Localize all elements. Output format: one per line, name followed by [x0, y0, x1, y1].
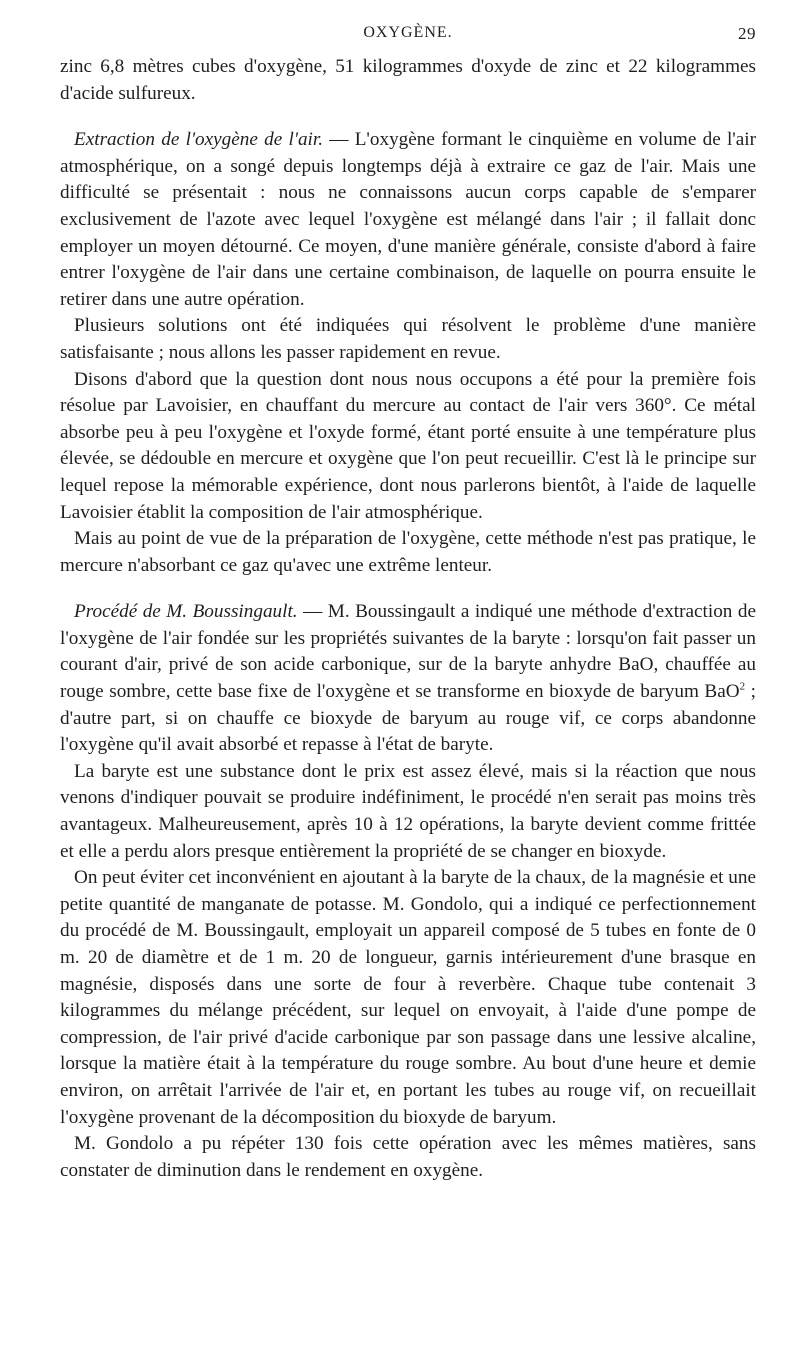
paragraph-lavoisier: [60, 367, 756, 527]
paragraph-text: — M. Boussingault a indiqué une méthode d'extraction de l'oxygène de l'air fondée sur les propriétés suivantes de la baryte : lorsqu'on fait passer un courant d'air, privé de son acide carbonique, sur de la baryte anhydre BaO, chauffée au rouge sombre, cette base fixe de l'oxygène et se transforme en bioxyde de baryum BaO: [60, 601, 756, 703]
page-number: 29: [738, 24, 756, 43]
formula-superscript: 2: [739, 680, 746, 693]
paragraph-boussingault: [60, 599, 756, 759]
paragraph-text: Disons d'abord que la question dont nous nous occupons a été pour la première fois résolue par Lavoisier, en chauffant du mercure au contact de l'air vers 360°. Ce métal absorbe peu à peu l'oxygène et l'oxyde formé, étant porté ensuite à une température plus élevée, se dédouble en mercure et oxygène que l'on peut recueillir. C'est là le principe sur lequel repose la mémorable expérience, dont nous parlerons bientôt, à l'aide de laquelle Lavoisier établit la composition de l'air atmosphérique.: [60, 368, 756, 523]
paragraph-text: Mais au point de vue de la préparation de l'oxygène, cette méthode n'est pas pratique, le mercure n'absorbant ce gaz qu'avec une extrême lenteur.: [60, 528, 756, 576]
paragraph-solutions: [60, 313, 756, 366]
paragraph-mercure: [60, 526, 756, 579]
section-heading-extraction: Extraction de l'oxygène de l'air.: [74, 129, 324, 151]
paragraph-gondolo-result: [60, 1131, 756, 1184]
book-page: [60, 20, 756, 1340]
paragraph-text: Plusieurs solutions ont été indiquées qui résolvent le problème d'une manière satisfaisante ; nous allons les passer rapidement en revue.: [60, 315, 756, 363]
running-title: OXYGÈNE.: [363, 24, 453, 41]
paragraph-text: La baryte est une substance dont le prix est assez élevé, mais si la réaction que nous venons d'indiquer pouvait se produire indéfiniment, le procédé n'en serait pas moins très avantageux. Malheureusement, après 10 à 12 opérations, la baryte devient comme frittée et elle a perdu alors presque entièrement la propriété de se changer en bioxyde.: [60, 760, 756, 862]
paragraph-baryte: [60, 759, 756, 865]
body-text: [60, 54, 756, 1184]
paragraph-text: zinc 6,8 mètres cubes d'oxygène, 51 kilogrammes d'oxyde de zinc et 22 kilogrammes d'acide sulfureux.: [60, 56, 756, 104]
paragraph-gondolo-apparatus: [60, 865, 756, 1131]
paragraph-text: M. Gondolo a pu répéter 130 fois cette opération avec les mêmes matières, sans constater de diminution dans le rendement en oxygène.: [60, 1133, 756, 1181]
section-heading-boussingault: Procédé de M. Boussingault.: [74, 601, 298, 623]
running-header: [60, 20, 756, 50]
paragraph-text: — L'oxygène formant le cinquième en volume de l'air atmosphérique, on a songé depuis longtemps déjà à extraire ce gaz de l'air. Mais une difficulté se présentait : nous ne connaissons aucun corps capable de s'emparer exclusivement de l'azote avec lequel l'oxygène est mélangé dans l'air ; il fallait donc employer un moyen détourné. Ce moyen, d'une manière générale, consiste d'abord à faire entrer l'oxygène de l'air dans une certaine combinaison, de laquelle on pourra ensuite le retirer dans une autre opération.: [60, 129, 756, 310]
paragraph-continuation: [60, 54, 756, 107]
paragraph-text: ; d'autre part, si on chauffe ce bioxyde de baryum au rouge vif, ce corps abandonne l'oxygène qu'il avait absorbé et repasse à l'état de baryte.: [60, 681, 756, 756]
paragraph-text: On peut éviter cet inconvénient en ajoutant à la baryte de la chaux, de la magnésie et une petite quantité de manganate de potasse. M. Gondolo, qui a indiqué ce perfectionnement du procédé de M. Boussingault, employait un appareil composé de 5 tubes en fonte de 0 m. 20 de diamètre et de 1 m. 20 de longueur, garnis intérieurement d'une brasque en magnésie, disposés dans une sorte de four à reverbère. Chaque tube contenait 3 kilogrammes du mélange précédent, sur lequel on envoyait, à l'aide d'une pompe de compression, de l'air privé d'acide carbonique par son passage dans une lessive alcaline, lorsque la matière était à la température du rouge sombre. Au bout d'une heure et demie environ, on arrêtait l'arrivée de l'air et, en portant les tubes au rouge vif, on recueillait l'oxygène provenant de la décomposition du bioxyde de baryum.: [60, 867, 756, 1128]
paragraph-extraction: [60, 127, 756, 313]
